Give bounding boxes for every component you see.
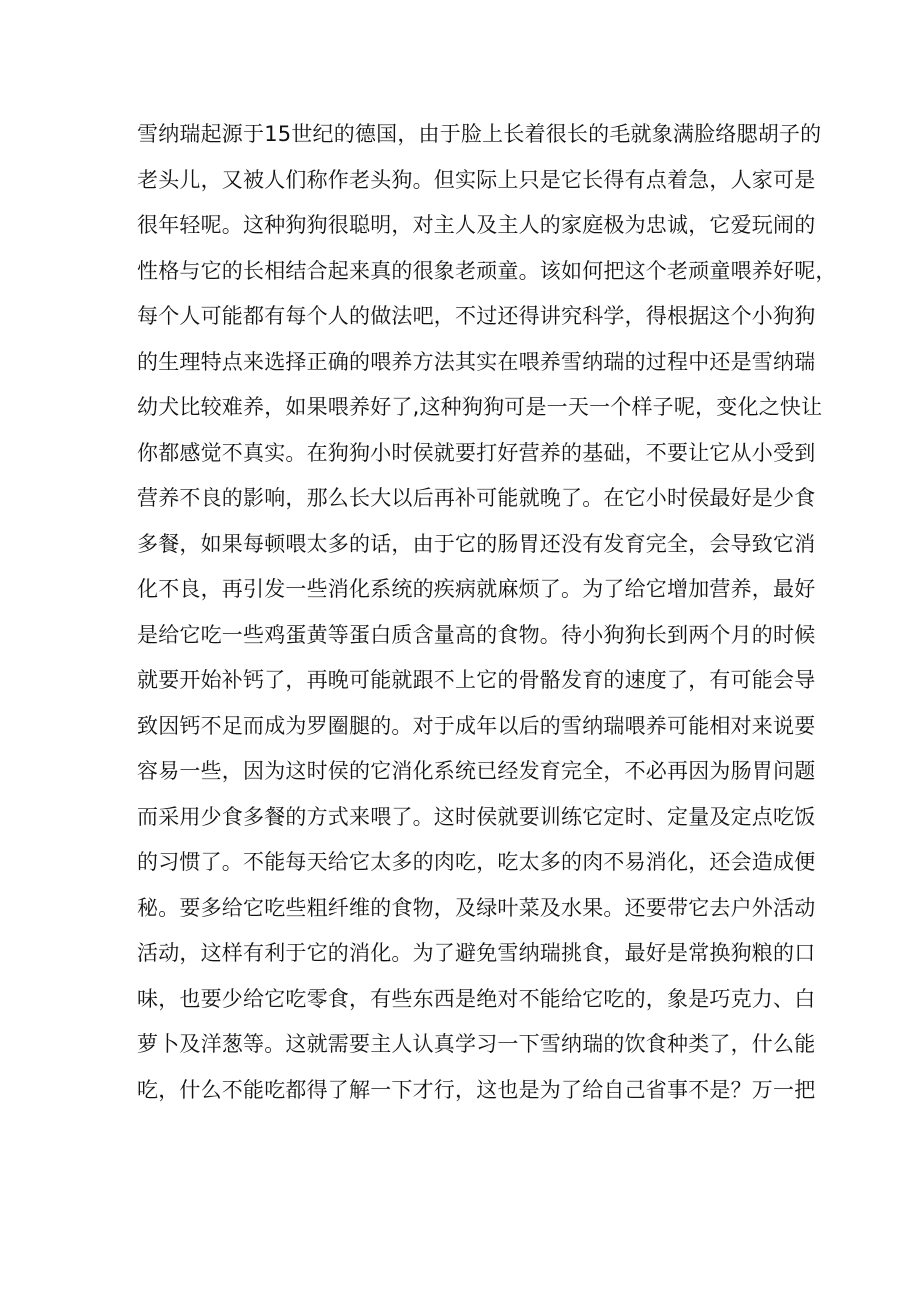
text-line: 秘。要多给它吃些粗纤维的食物，及绿叶菜及水果。还要带它去户外活动 <box>137 895 816 920</box>
body-paragraph <box>137 112 837 1113</box>
text-line: 而采用少食多餐的方式来喂了。这时侯就要训练它定时、定量及定点吃饭 <box>137 804 816 829</box>
text-line: 雪纳瑞起源于15世纪的德国，由于脸上长着很长的毛就象满脸络腮胡子的 <box>137 122 822 146</box>
text-line: 化不良，再引发一些消化系统的疾病就麻烦了。为了给它增加营养，最好 <box>137 577 816 601</box>
text-line: 味，也要少给它吃零食，有些东西是绝对不能给它吃的，象是巧克力、白 <box>137 986 816 1011</box>
text-line: 的生理特点来选择正确的喂养方法其实在喂养雪纳瑞的过程中还是雪纳瑞 <box>137 349 816 374</box>
text-line: 容易一些，因为这时侯的它消化系统已经发育完全，不必再因为肠胃问题 <box>137 759 816 783</box>
text-line: 老头儿，又被人们称作老头狗。但实际上只是它长得有点着急，人家可是 <box>137 167 816 192</box>
text-line: 很年轻呢。这种狗狗很聪明，对主人及主人的家庭极为忠诚，它爱玩闹的 <box>137 213 816 237</box>
text-line: 幼犬比较难养，如果喂养好了,这种狗狗可是一天一个样子呢，变化之快让 <box>137 395 823 419</box>
text-line: 每个人可能都有每个人的做法吧，不过还得讲究科学，得根据这个小狗狗 <box>137 304 816 328</box>
text-line: 吃，什么不能吃都得了解一下才行，这也是为了给自己省事不是？万一把 <box>137 1077 816 1102</box>
text-line: 营养不良的影响，那么长大以后再补可能就晚了。在它小时侯最好是少食 <box>137 486 816 510</box>
text-line: 是给它吃一些鸡蛋黄等蛋白质含量高的食物。待小狗狗长到两个月的时候 <box>137 622 816 647</box>
text-line: 就要开始补钙了，再晚可能就跟不上它的骨骼发育的速度了，有可能会导 <box>137 668 816 692</box>
text-line: 活动，这样有利于它的消化。为了避免雪纳瑞挑食，最好是常换狗粮的口 <box>137 941 816 965</box>
text-line: 你都感觉不真实。在狗狗小时侯就要打好营养的基础，不要让它从小受到 <box>137 440 816 465</box>
text-line: 多餐，如果每顿喂太多的话，由于它的肠胃还没有发育完全，会导致它消 <box>137 531 816 556</box>
text-line: 的习惯了。不能每天给它太多的肉吃，吃太多的肉不易消化，还会造成便 <box>137 850 816 874</box>
text-line: 致因钙不足而成为罗圈腿的。对于成年以后的雪纳瑞喂养可能相对来说要 <box>137 713 816 738</box>
text-line: 性格与它的长相结合起来真的很象老顽童。该如何把这个老顽童喂养好呢， <box>137 258 837 283</box>
text-line: 萝卜及洋葱等。这就需要主人认真学习一下雪纳瑞的饮食种类了，什么能 <box>137 1032 816 1056</box>
